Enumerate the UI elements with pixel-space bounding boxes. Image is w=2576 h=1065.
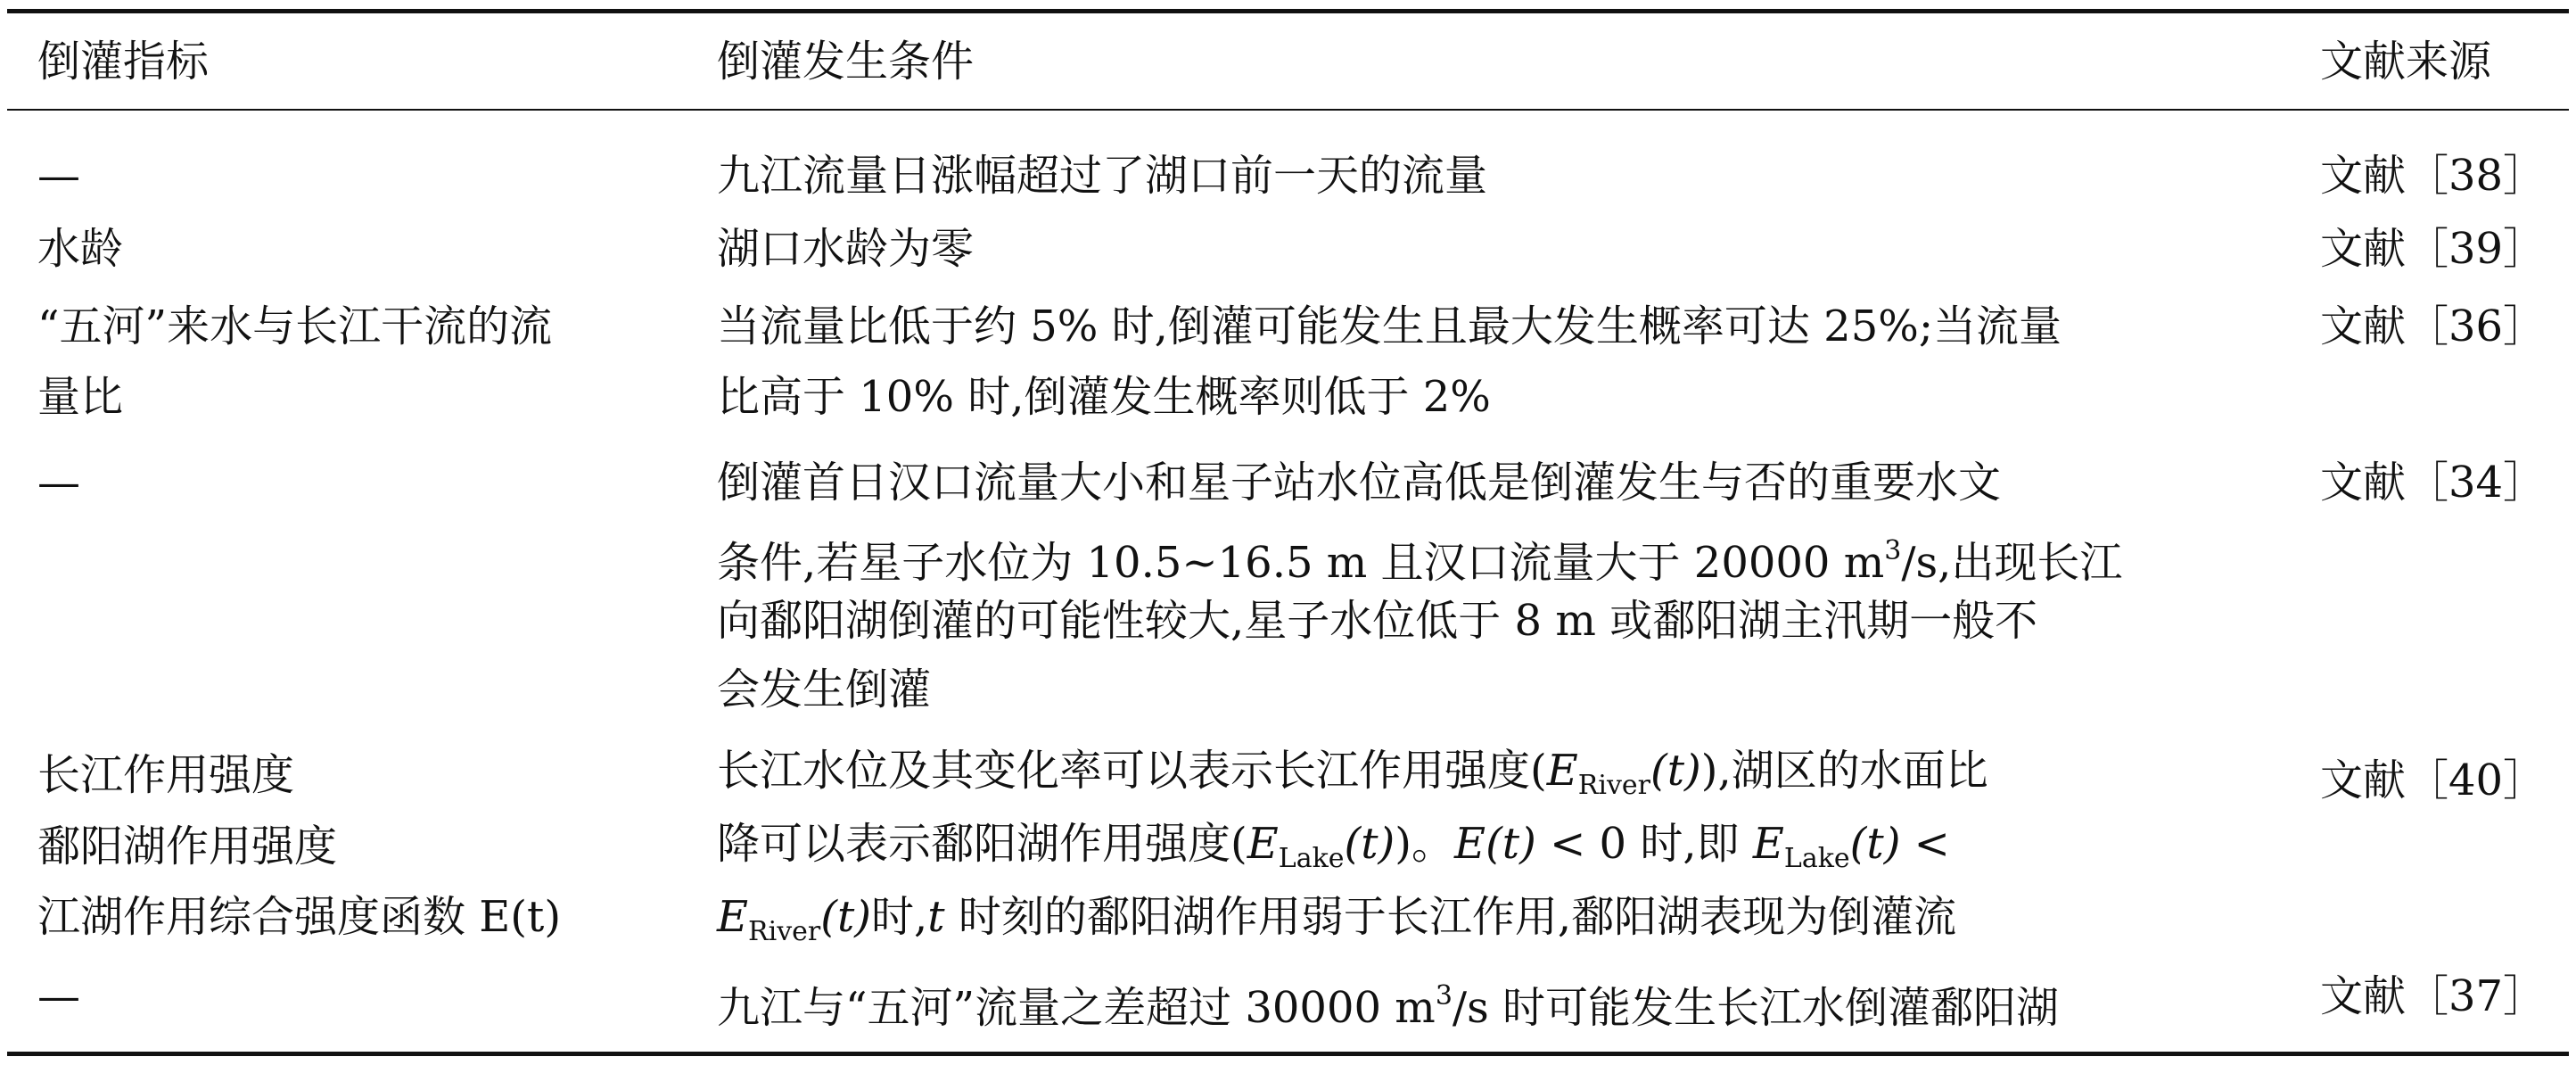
text-fragment: ),湖区的水面比 — [1700, 746, 1988, 796]
text-fragment: 时刻的鄱阳湖作用弱于长江作用,鄱阳湖表现为倒灌流 — [944, 892, 1957, 942]
row6-pre: 九江与“五河”流量之差超过 30000 m — [717, 983, 1436, 1033]
table-top-rule — [7, 9, 2569, 13]
header-condition: 倒灌发生条件 — [717, 37, 975, 87]
row5-indicator-line3: 江湖作用综合强度函数 E(t) — [37, 892, 562, 942]
subscript-lake: Lake — [1278, 843, 1345, 874]
row4-indicator: — — [37, 458, 80, 508]
header-source: 文献来源 — [2320, 37, 2492, 87]
row6-post: /s 时可能发生长江水倒灌鄱阳湖 — [1452, 983, 2059, 1033]
math-t: (t) — [820, 892, 872, 942]
row2-indicator: 水龄 — [37, 224, 124, 274]
math-t: (t) — [1344, 819, 1395, 869]
row2-source: 文献［39］ — [2320, 224, 2547, 274]
row5-condition-line1 — [717, 739, 1988, 817]
row5-indicator-line2: 鄱阳湖作用强度 — [37, 821, 338, 871]
text-fragment: )。 — [1395, 819, 1455, 869]
row1-condition: 九江流量日涨幅超过了湖口前一天的流量 — [717, 151, 1488, 201]
row6-condition — [717, 965, 2059, 1039]
row4-line2-post: /s,出现长江 — [1901, 538, 2123, 588]
row4-condition-line1: 倒灌首日汉口流量大小和星子站水位高低是倒灌发生与否的重要水文 — [717, 458, 2002, 508]
row3-condition-line1: 当流量比低于约 5% 时,倒灌可能发生且最大发生概率可达 25%;当流量 — [717, 301, 2062, 351]
math-E: E — [1752, 819, 1784, 869]
row5-source: 文献［40］ — [2320, 755, 2547, 805]
math-E: E — [1546, 746, 1578, 796]
row3-source: 文献［36］ — [2320, 301, 2547, 351]
row2-condition: 湖口水龄为零 — [717, 224, 975, 274]
header-indicator: 倒灌指标 — [37, 37, 210, 87]
row4-condition-line4: 会发生倒灌 — [717, 665, 932, 714]
math-E: E — [1247, 819, 1279, 869]
row4-source: 文献［34］ — [2320, 458, 2547, 508]
row4-line2-pre: 条件,若星子水位为 10.5~16.5 m 且汉口流量大于 20000 m — [717, 538, 1885, 588]
text-fragment: 降可以表示鄱阳湖作用强度( — [717, 819, 1247, 869]
math-t: (t) — [1486, 819, 1536, 869]
row4-condition-line3: 向鄱阳湖倒灌的可能性较大,星子水位低于 8 m 或鄱阳湖主汛期一般不 — [717, 596, 2038, 646]
subscript-lake: Lake — [1783, 843, 1850, 874]
row1-indicator: — — [37, 151, 80, 201]
math-E: E — [717, 892, 749, 942]
table-bottom-rule — [7, 1052, 2569, 1056]
text-fragment: 长江水位及其变化率可以表示长江作用强度( — [717, 746, 1547, 796]
row3-indicator-line1: “五河”来水与长江干流的流 — [37, 301, 553, 351]
row1-source: 文献［38］ — [2320, 151, 2547, 201]
row3-indicator-line2: 量比 — [37, 372, 124, 422]
math-t: (t) — [1849, 819, 1901, 869]
row3-condition-line2: 比高于 10% 时,倒灌发生概率则低于 2% — [717, 372, 1491, 422]
subscript-river: River — [1577, 770, 1651, 801]
row5-condition-line3 — [717, 886, 1956, 963]
row4-condition-line2 — [717, 520, 2122, 594]
row5-condition-line2 — [717, 813, 1950, 890]
table-header-rule — [7, 109, 2569, 111]
row6-source: 文献［37］ — [2320, 971, 2547, 1021]
math-t: t — [927, 892, 945, 942]
row5-indicator-line1: 长江作用强度 — [37, 750, 295, 800]
row6-indicator: — — [37, 971, 80, 1021]
text-fragment: < 0 时,即 — [1535, 819, 1753, 869]
text-fragment: 时, — [871, 892, 928, 942]
text-fragment: < — [1900, 819, 1950, 869]
math-t: (t) — [1650, 746, 1701, 796]
row4-line2-sup: 3 — [1884, 535, 1902, 566]
subscript-river: River — [748, 916, 821, 947]
math-E: E — [1454, 819, 1486, 869]
row6-sup: 3 — [1435, 980, 1453, 1011]
